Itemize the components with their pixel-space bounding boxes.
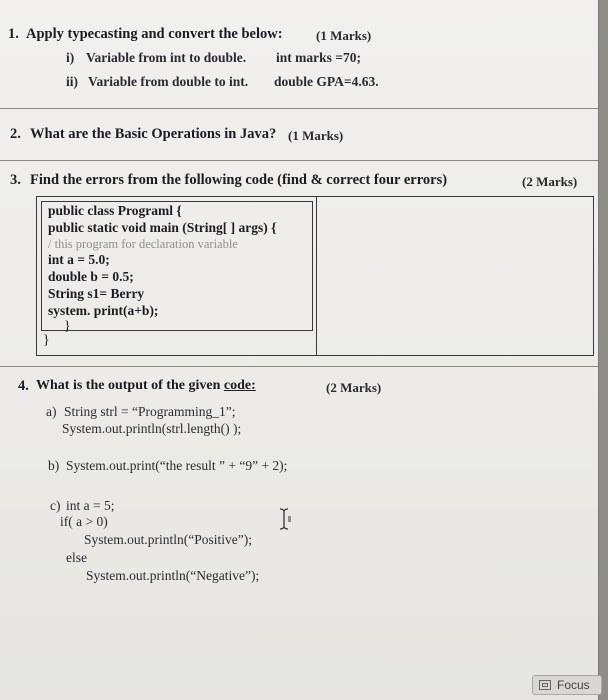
q1-number: 1. xyxy=(8,26,19,42)
q1-item-1-code: int marks =70; xyxy=(276,50,361,65)
q4-c-line-5: System.out.println(“Negative”); xyxy=(86,568,260,583)
q4-a-line-2: System.out.println(strl.length() ); xyxy=(62,421,242,436)
q1-item-2-code: double GPA=4.63. xyxy=(274,74,379,89)
code-line-3-comment: / this program for declaration variable xyxy=(48,237,238,251)
q4-text-bold: output xyxy=(107,378,148,393)
q4-c-line-3: System.out.println(“Positive”); xyxy=(84,532,252,547)
code-line-9: } xyxy=(43,333,50,348)
code-line-4: int a = 5.0; xyxy=(48,252,110,267)
code-line-6: String s1= Berry xyxy=(48,286,145,301)
q2-text: What are the Basic Operations in Java? xyxy=(30,126,277,142)
divider-3 xyxy=(0,366,598,367)
focus-button[interactable] xyxy=(532,675,602,695)
q2-number: 2. xyxy=(10,126,21,142)
q4-text-code: code: xyxy=(223,378,256,393)
q3-code-table xyxy=(36,196,594,356)
q1-marks: (1 Marks) xyxy=(316,28,372,43)
q3-text: Find the errors from the following code (find & correct four errors) xyxy=(30,172,448,188)
q4-marks: (2 Marks) xyxy=(326,380,382,395)
q4-a-line-1: String strl = “Programming_1”; xyxy=(64,404,236,419)
q1-item-1-text: Variable from int to double. xyxy=(86,50,247,65)
q4-b-label: b) xyxy=(48,458,60,473)
code-line-1: public class Programl { xyxy=(48,203,182,218)
q4-b-line: System.out.print(“the result ” + “9” + 2); xyxy=(66,458,288,473)
q3-marks: (2 Marks) xyxy=(522,174,578,189)
text-cursor-icon xyxy=(278,508,292,530)
q4-text xyxy=(36,378,256,394)
divider-2 xyxy=(0,160,598,161)
q4-number: 4. xyxy=(18,378,29,394)
q3-number: 3. xyxy=(10,172,21,188)
q3-code-box xyxy=(41,201,313,334)
divider-1 xyxy=(0,108,598,109)
q4-a-label: a) xyxy=(46,404,57,419)
code-line-8: } xyxy=(64,319,71,334)
q2-marks: (1 Marks) xyxy=(288,128,344,143)
q4-c-label: c) xyxy=(50,498,61,513)
q1-text: Apply typecasting and convert the below: xyxy=(26,26,283,42)
q4-text-mid: of the given xyxy=(147,378,224,393)
q1-item-2-label: ii) xyxy=(66,74,78,89)
q4-c-line-4: else xyxy=(66,550,87,565)
q4-c-line-2: if( a > 0) xyxy=(60,514,108,529)
code-line-2: public static void main (String[ ] args) { xyxy=(48,220,277,235)
code-line-5: double b = 0.5; xyxy=(48,269,134,284)
code-line-7: system. print(a+b); xyxy=(48,303,159,318)
q3-code-cell xyxy=(37,197,317,355)
q1-item-1-label: i) xyxy=(66,50,75,65)
q1-item-2-text: Variable from double to int. xyxy=(88,74,249,89)
q4-c-line-1: int a = 5; xyxy=(66,498,115,513)
focus-button-label: Focus xyxy=(557,678,590,692)
q4-text-before: What is the xyxy=(36,378,108,393)
focus-icon xyxy=(539,680,551,690)
